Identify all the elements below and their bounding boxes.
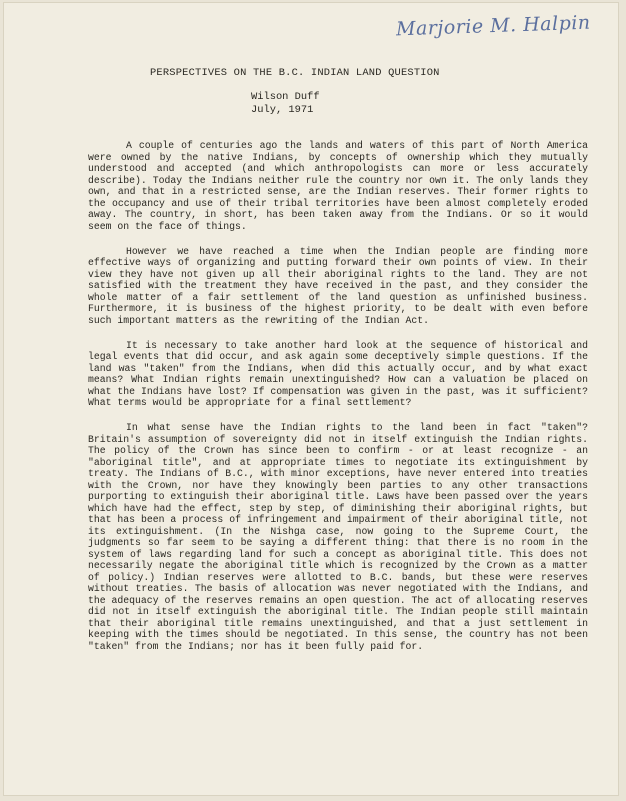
paragraph: It is necessary to take another hard look at the sequence of historical and legal events that did occur, and ask again some deceptively simple questions. If the land was "taken" from the Indians, when did this actually occur, and by what exact means? What Indian rights remain unextinguished? How can a valuation be placed on what the Indians have lost? If compensation was given in the past, was it sufficient? What terms would be appropriate for a final settlement? [88,339,588,408]
document-date: July, 1971 [251,104,314,116]
body-text [88,140,588,652]
paragraph: In what sense have the Indian rights to the land been in fact "taken"? Britain's assumption of sovereignty did not in itself extinguish the Indian rights. The policy of the Crown has since been to confirm - or at least recognize - an "aboriginal title", and at appropriate times to negotiate its extinguishment by treaty. The Indians of B.C., with minor exceptions, have never entered into treaties with the Crown, nor have they knowingly been parties to any other transactions purporting to extinguish their aboriginal title. Laws have been passed over the years which have had the effect, step by step, of diminishing their aboriginal rights, but that has been a process of infringement and impairment of their aboriginal title, not its extinguishment. (In the Nishga case, now going to the Supreme Court, the judgments so far seem to be saying a different thing: that there is no room in the system of laws regarding land for such a concept as aboriginal title. This does not necessarily negate the aboriginal title which is recognized by the Crown as a matter of policy.) Indian reserves were allotted to B.C. bands, but these were reserves without treaties. The basis of allocation was never negotiated with the Indians, and the adequacy of the reserves remains an open question. The act of allocating reserves did not in itself extinguish the aboriginal title. The Indian people still maintain that their aboriginal title remains unextinguished, and that a just settlement in keeping with the times should be negotiated. In this sense, the country has not been "taken" from the Indians; nor has it been fully paid for. [88,422,588,652]
paragraph: A couple of centuries ago the lands and waters of this part of North America were owned by the native Indians, by concepts of ownership which they mutually understood and accepted (and which anthropologists can more or less accurately describe). Today the Indians neither rule the country nor own it. The only lands they own, and that in a restricted sense, are the Indian reserves. Their former rights to the occupancy and use of their tribal territories have been almost completely eroded away. The country, in short, has been taken away from the Indians. Or so it would seem on the face of things. [88,140,588,232]
document-title: PERSPECTIVES ON THE B.C. INDIAN LAND QUESTION [150,67,440,79]
handwritten-signature: Marjorie M. Halpin [395,11,591,41]
paragraph: However we have reached a time when the Indian people are finding more effective ways of organizing and putting forward their own points of view. In their view they have not given up all their aboriginal rights to the land. They are not satisfied with the treatment they have received in the past, and they consider the whole matter of a fair settlement of the land question as unfinished business. Furthermore, it is business of the highest priority, to be dealt with even before such important matters as the rewriting of the Indian Act. [88,245,588,326]
author-name: Wilson Duff [251,91,320,103]
document-page [4,3,618,795]
